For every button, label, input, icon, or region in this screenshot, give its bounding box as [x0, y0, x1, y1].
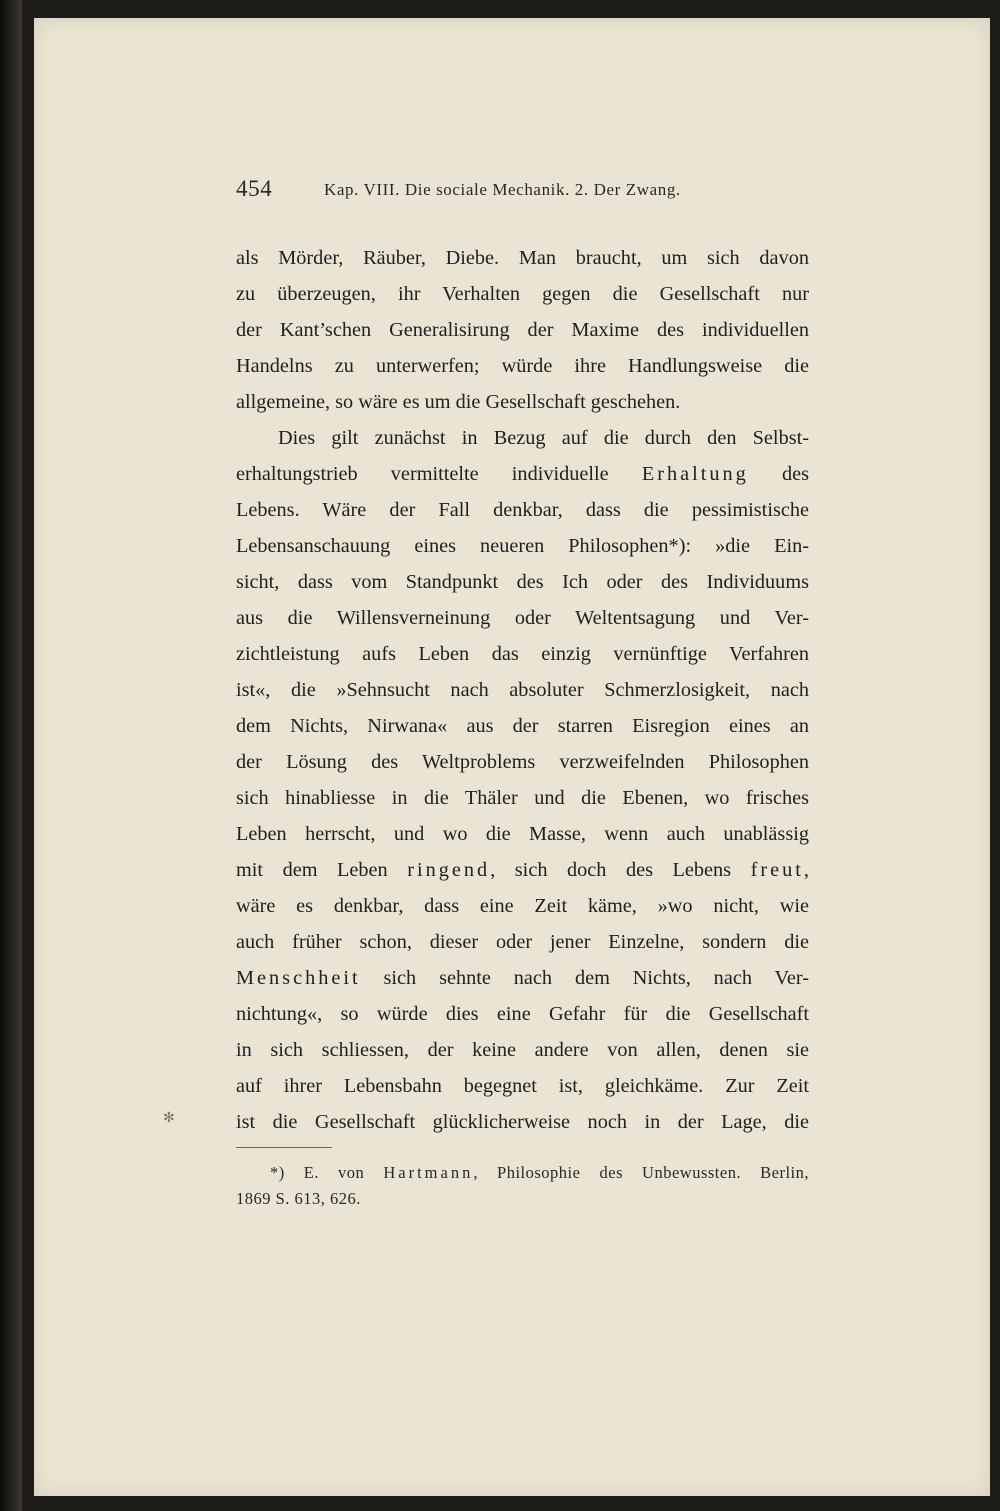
emphasis-spaced: Erhaltung — [641, 463, 749, 485]
emphasis-spaced: freut — [750, 859, 804, 881]
text-line: sicht, dass vom Standpunkt des Ich oder des Individuums — [236, 571, 809, 593]
text-line: der Kant’schen Generalisirung der Maxime des individuellen — [236, 319, 809, 341]
footnote-author: Hartmann — [383, 1163, 474, 1182]
text-line: nichtung«, so würde dies eine Gefahr für die Gesellschaft — [236, 1003, 809, 1025]
text-line: Leben herrscht, und wo die Masse, wenn auch unablässig — [236, 823, 809, 845]
text-line: auf ihrer Lebensbahn begegnet ist, gleichkäme. Zur Zeit — [236, 1075, 809, 1097]
book-spine — [0, 0, 22, 1511]
text-line: auch früher schon, dieser oder jener Einzelne, sondern die — [236, 931, 809, 953]
text-line: der Lösung des Weltproblems verzweifelnden Philosophen — [236, 751, 809, 773]
text-line: dem Nichts, Nirwana« aus der starren Eisregion eines an — [236, 715, 809, 737]
text-line: ist die Gesellschaft glücklicherweise noch in der Lage, die — [236, 1111, 809, 1133]
text-line: allgemeine, so wäre es um die Gesellschaft geschehen. — [236, 391, 681, 413]
footnote-line: 1869 S. 613, 626. — [236, 1189, 361, 1208]
text-line: Menschheit sich sehnte nach dem Nichts, nach Ver- — [236, 967, 809, 989]
text-line: Dies gilt zunächst in Bezug auf die durch den Selbst- — [278, 427, 809, 449]
text-line: zu überzeugen, ihr Verhalten gegen die Gesellschaft nur — [236, 283, 809, 305]
text-line: Lebens. Wäre der Fall denkbar, dass die pessimistische — [236, 499, 809, 521]
text-line: Handelns zu unterwerfen; würde ihre Handlungsweise die — [236, 355, 809, 377]
text-line: zichtleistung aufs Leben das einzig vernünftige Verfahren — [236, 643, 809, 665]
text-line: ist«, die »Sehnsucht nach absoluter Schmerzlosigkeit, nach — [236, 679, 809, 701]
text-line: erhaltungstrieb vermittelte individuelle Erhaltung des — [236, 463, 809, 485]
footnote-rule — [236, 1147, 332, 1148]
emphasis-spaced: Menschheit — [236, 967, 361, 989]
text-line: als Mörder, Räuber, Diebe. Man braucht, um sich davon — [236, 247, 809, 269]
footnote-line: *) E. von Hartmann, Philosophie des Unbewussten. Berlin, — [270, 1163, 809, 1182]
text-line: mit dem Leben ringend, sich doch des Lebens freut, — [236, 859, 809, 881]
text-line: aus die Willensverneinung oder Weltentsagung und Ver- — [236, 607, 809, 629]
body-text — [236, 240, 809, 1140]
emphasis-spaced: ringend — [407, 859, 491, 881]
footnote — [236, 1160, 809, 1212]
text-line: in sich schliessen, der keine andere von allen, denen sie — [236, 1039, 809, 1061]
margin-mark: ✻ — [163, 1111, 175, 1126]
text-line: sich hinabliesse in die Thäler und die Ebenen, wo frisches — [236, 787, 809, 809]
running-title: Kap. VIII. Die sociale Mechanik. 2. Der Zwang. — [324, 180, 681, 199]
running-head — [236, 176, 809, 208]
text-line: Lebensanschauung eines neueren Philosophen*): »die Ein- — [236, 535, 809, 557]
page-number: 454 — [236, 176, 273, 201]
text-line: wäre es denkbar, dass eine Zeit käme, »wo nicht, wie — [236, 895, 809, 917]
